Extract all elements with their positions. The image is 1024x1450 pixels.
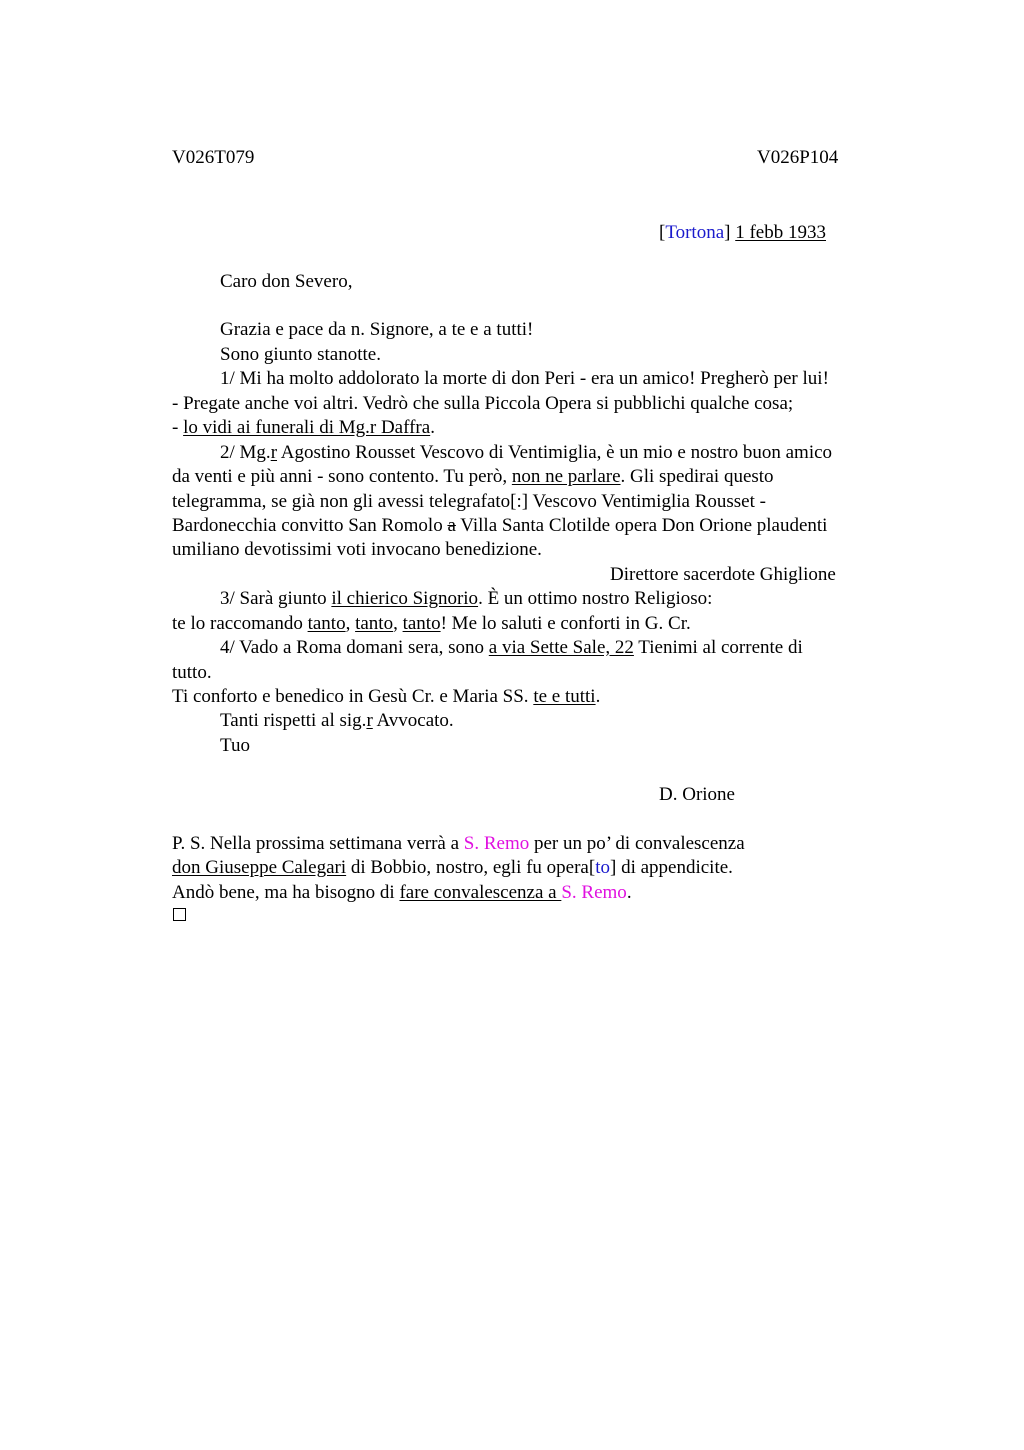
body-line: 1/ Mi ha molto addolorato la morte di don Peri - era un amico! Pregherò per lui! <box>220 368 829 389</box>
body-line: tutto. <box>172 662 212 683</box>
body-line: 3/ Sarà giunto il chierico Signorio. È un ottimo nostro Religioso: <box>220 588 713 609</box>
end-marker-checkbox-icon <box>173 908 186 921</box>
body-line: umiliano devotissimi voti invocano benedizione. <box>172 539 542 560</box>
body-line: - lo vidi ai funerali di Mg.r Daffra. <box>172 417 435 438</box>
body-line: 2/ Mg.r Agostino Rousset Vescovo di Ventimiglia, è un mio e nostro buon amico <box>220 442 833 463</box>
body-line: te lo raccomando tanto, tanto, tanto! Me lo saluti e conforti in G. Cr. <box>172 613 691 634</box>
date-line: [Tortona] 1 febb 1933 <box>659 222 826 243</box>
header-right-code: V026P104 <box>757 147 839 168</box>
header-left-code: V026T079 <box>172 147 255 168</box>
closing: Tuo <box>220 735 250 756</box>
body-line: telegramma, se già non gli avessi telegrafato[:] Vescovo Ventimiglia Rousset - <box>172 491 766 512</box>
telegram-sender: Direttore sacerdote Ghiglione <box>610 564 836 585</box>
body-line: da venti e più anni - sono contento. Tu però, non ne parlare. Gli spedirai questo <box>172 466 774 487</box>
signature: D. Orione <box>659 784 735 805</box>
body-line: - Pregate anche voi altri. Vedrò che sulla Piccola Opera si pubblichi qualche cosa; <box>172 393 794 414</box>
postscript-line: P. S. Nella prossima settimana verrà a S. Remo per un po’ di convalescenza <box>172 833 745 854</box>
place-name: Tortona <box>665 222 725 243</box>
body-line: Tanti rispetti al sig.r Avvocato. <box>220 710 454 731</box>
body-line: Ti conforto e benedico in Gesù Cr. e Maria SS. te e tutti. <box>172 686 601 707</box>
salutation: Caro don Severo, <box>220 271 353 292</box>
letter-date: 1 febb 1933 <box>735 222 826 243</box>
place-name: S. Remo <box>561 882 627 903</box>
place-name: S. Remo <box>463 833 530 854</box>
postscript-line: don Giuseppe Calegari di Bobbio, nostro, egli fu opera[to] di appendicite. <box>172 857 733 878</box>
body-line: 4/ Vado a Roma domani sera, sono a via Sette Sale, 22 Tienimi al corrente di <box>220 637 803 658</box>
body-line: Grazia e pace da n. Signore, a te e a tutti! <box>220 319 534 340</box>
body-line: Sono giunto stanotte. <box>220 344 381 365</box>
body-line: Bardonecchia convitto San Romolo a Villa Santa Clotilde opera Don Orione plaudenti <box>172 515 828 536</box>
struck-text: a <box>447 515 456 536</box>
postscript-line: Andò bene, ma ha bisogno di fare convalescenza a S. Remo. <box>172 882 632 903</box>
